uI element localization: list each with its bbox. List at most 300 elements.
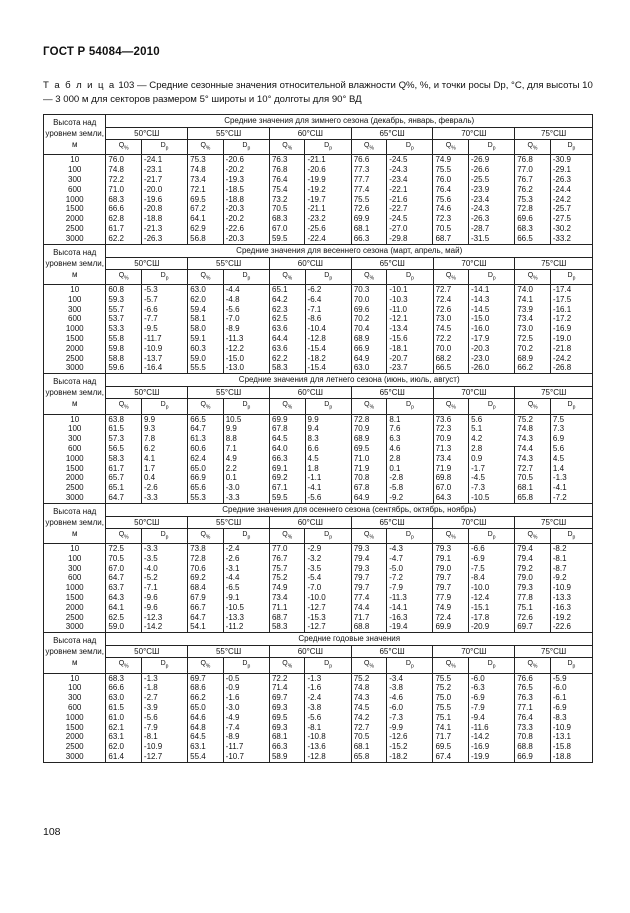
dewpoint-value: -28.7: [468, 224, 514, 234]
symbol-subscript: р: [492, 534, 496, 541]
symbol: D: [487, 401, 493, 409]
humidity-value: 68.1: [351, 742, 387, 752]
symbol-subscript: %: [532, 534, 538, 541]
dewpoint-value: -2.9: [305, 544, 351, 554]
symbol-subscript: %: [369, 534, 374, 541]
height-cell: 100: [44, 683, 106, 693]
table-row: [44, 214, 593, 224]
humidity-value: 61.0: [106, 713, 142, 723]
symbol: D: [487, 271, 493, 279]
dewpoint-value: -1.3: [305, 673, 351, 683]
dewpoint-value: -4.4: [223, 284, 269, 294]
dewpoint-header: [387, 269, 433, 284]
dewpoint-value: -6.6: [468, 544, 514, 554]
symbol: Q: [200, 401, 206, 409]
table-caption: [43, 79, 593, 106]
humidity-value: 58.3: [270, 363, 306, 373]
humidity-value: 59.0: [106, 622, 142, 632]
humidity-value: 77.3: [351, 165, 387, 175]
humidity-value: 59.1: [188, 334, 224, 344]
symbol: Q: [527, 142, 533, 149]
dewpoint-value: -16.9: [468, 742, 514, 752]
humidity-value: 56.8: [188, 234, 224, 244]
humidity-value: 65.1: [270, 284, 306, 294]
dewpoint-value: -15.0: [469, 314, 515, 324]
humidity-value: 70.8: [351, 473, 387, 483]
latitude-header: 70°СШ: [433, 646, 515, 658]
symbol: D: [567, 530, 573, 538]
symbol-subscript: %: [451, 534, 456, 541]
dewpoint-value: -22.1: [387, 185, 433, 195]
humidity-value: 64.5: [188, 732, 224, 742]
humidity-value: 76.0: [433, 175, 469, 185]
humidity-header: [351, 399, 387, 414]
symbol: Q: [364, 142, 370, 149]
humidity-value: 67.2: [188, 204, 224, 214]
humidity-value: 63.7: [106, 583, 142, 593]
symbol-subscript: р: [165, 274, 169, 281]
humidity-value: 62.5: [270, 314, 306, 324]
humidity-value: 59.8: [106, 344, 142, 354]
table-row: [44, 344, 593, 354]
dewpoint-header: [141, 658, 187, 673]
humidity-value: 72.7: [433, 284, 469, 294]
humidity-value: 75.1: [433, 713, 469, 723]
dewpoint-value: -3.0: [223, 703, 269, 713]
height-cell: 600: [44, 703, 106, 713]
dewpoint-value: -4.1: [550, 483, 592, 493]
humidity-value: 64.0: [270, 444, 306, 454]
latitude-header: 60°СШ: [270, 387, 352, 399]
dewpoint-value: -6.9: [468, 554, 514, 564]
humidity-value: 64.7: [106, 493, 142, 503]
symbol-subscript: р: [410, 145, 414, 152]
symbol: D: [567, 142, 573, 149]
humidity-value: 68.9: [351, 334, 387, 344]
height-cell: 1500: [44, 723, 106, 733]
humidity-value: 79.4: [515, 544, 551, 554]
dewpoint-value: 5.6: [550, 444, 592, 454]
dewpoint-value: -2.7: [141, 693, 187, 703]
dewpoint-value: -3.4: [387, 673, 433, 683]
dewpoint-value: 2.2: [223, 464, 269, 474]
dewpoint-value: 6.6: [305, 444, 351, 454]
humidity-header: [515, 399, 551, 414]
humidity-value: 66.3: [270, 454, 306, 464]
humidity-value: 75.2: [515, 414, 551, 424]
dewpoint-value: -5.6: [305, 713, 351, 723]
dewpoint-value: -19.2: [305, 185, 351, 195]
humidity-value: 75.0: [433, 693, 469, 703]
dewpoint-value: -5.6: [141, 713, 187, 723]
dewpoint-value: 6.2: [141, 444, 187, 454]
humidity-value: 70.9: [351, 424, 387, 434]
dewpoint-value: -6.4: [305, 295, 351, 305]
dewpoint-value: -19.4: [387, 622, 433, 632]
humidity-value: 58.3: [269, 622, 305, 632]
symbol-subscript: %: [205, 274, 211, 281]
table-row: [44, 693, 593, 703]
symbol: D: [160, 530, 166, 538]
dewpoint-value: -7.4: [223, 723, 269, 733]
humidity-value: 66.6: [106, 204, 142, 214]
dewpoint-value: -29.1: [550, 165, 592, 175]
dewpoint-value: -31.5: [468, 234, 514, 244]
dewpoint-value: -13.1: [550, 732, 592, 742]
symbol-subscript: %: [369, 274, 375, 281]
dewpoint-value: -9.5: [141, 324, 187, 334]
humidity-value: 66.2: [188, 693, 224, 703]
humidity-value: 71.9: [433, 464, 469, 474]
humidity-value: 62.4: [188, 454, 224, 464]
humidity-value: 59.3: [106, 295, 142, 305]
dewpoint-value: -7.3: [387, 713, 433, 723]
table-row: [44, 493, 593, 503]
humidity-value: 71.7: [433, 732, 469, 742]
dewpoint-header: [223, 399, 269, 414]
dewpoint-value: -10.9: [141, 344, 187, 354]
height-cell: 2000: [44, 473, 106, 483]
dewpoint-value: 0.1: [387, 464, 433, 474]
humidity-header: [351, 269, 387, 284]
latitude-header: 50°СШ: [106, 257, 188, 269]
dewpoint-value: 5.1: [469, 424, 515, 434]
table-row: [44, 434, 593, 444]
humidity-value: 76.4: [515, 713, 551, 723]
symbol: D: [567, 271, 573, 279]
dewpoint-value: -7.5: [468, 564, 514, 574]
humidity-value: 76.6: [515, 673, 551, 683]
dewpoint-value: -4.9: [223, 713, 269, 723]
latitude-header: 75°СШ: [515, 257, 593, 269]
humidity-value: 73.4: [188, 175, 224, 185]
humidity-value: 66.6: [106, 683, 142, 693]
dewpoint-header: [305, 140, 351, 155]
dewpoint-value: -18.1: [387, 344, 433, 354]
symbol-subscript: р: [247, 145, 251, 152]
dewpoint-value: -4.8: [223, 295, 269, 305]
table-row: [44, 613, 593, 623]
dewpoint-value: -11.0: [387, 305, 433, 315]
latitude-header: 65°СШ: [351, 128, 433, 140]
dewpoint-value: -18.2: [387, 752, 433, 762]
humidity-header: [351, 528, 387, 543]
humidity-value: 74.4: [351, 603, 387, 613]
humidity-value: 75.6: [433, 195, 469, 205]
humidity-value: 55.7: [106, 305, 142, 315]
humidity-value: 71.7: [351, 613, 387, 623]
height-cell: 600: [44, 573, 106, 583]
section-title: Средние годовые значения: [106, 633, 593, 646]
dewpoint-value: 10.5: [223, 414, 269, 424]
symbol-subscript: р: [411, 274, 414, 281]
humidity-value: 63.6: [270, 344, 306, 354]
dewpoint-value: -1.3: [550, 473, 592, 483]
humidity-value: 72.3: [433, 214, 469, 224]
dewpoint-value: -24.4: [550, 185, 592, 195]
dewpoint-value: -23.9: [468, 185, 514, 195]
symbol: D: [242, 401, 248, 409]
dewpoint-value: -15.3: [305, 613, 351, 623]
height-header: Высота над уровнем земли, м: [44, 503, 106, 543]
dewpoint-value: -8.9: [223, 324, 269, 334]
humidity-value: 75.2: [433, 683, 469, 693]
dewpoint-value: -3.8: [387, 683, 433, 693]
humidity-value: 65.7: [106, 473, 142, 483]
height-cell: 2500: [44, 483, 106, 493]
latitude-header: 75°СШ: [515, 646, 593, 658]
dewpoint-value: -4.7: [387, 554, 433, 564]
symbol: D: [405, 142, 411, 149]
humidity-value: 75.3: [188, 155, 224, 165]
table-row: [44, 305, 593, 315]
humidity-value: 68.9: [515, 354, 551, 364]
humidity-value: 60.3: [188, 344, 224, 354]
symbol: D: [160, 660, 166, 668]
humidity-value: 69.6: [351, 305, 387, 315]
section-title: Средние значения для зимнего сезона (декабрь, январь, февраль): [106, 115, 593, 128]
dewpoint-value: -19.7: [305, 195, 351, 205]
dewpoint-value: -18.8: [223, 195, 269, 205]
symbol-subscript: р: [247, 663, 251, 670]
dewpoint-value: -6.9: [468, 693, 514, 703]
humidity-value: 68.3: [106, 673, 142, 683]
dewpoint-value: 9.9: [305, 414, 351, 424]
dewpoint-value: -1.1: [305, 473, 351, 483]
humidity-value: 69.7: [188, 673, 224, 683]
humidity-value: 77.8: [515, 593, 551, 603]
humidity-value: 79.7: [351, 573, 387, 583]
humidity-value: 66.9: [351, 344, 387, 354]
dewpoint-value: 9.9: [141, 414, 187, 424]
dewpoint-header: [468, 528, 514, 543]
dewpoint-value: -6.1: [550, 693, 592, 703]
dewpoint-value: 4.6: [387, 444, 433, 454]
table-row: [44, 295, 593, 305]
symbol: D: [242, 660, 248, 668]
dewpoint-value: -29.8: [387, 234, 433, 244]
dewpoint-value: 8.1: [387, 414, 433, 424]
dewpoint-value: -10.4: [305, 324, 351, 334]
humidity-value: 69.9: [351, 214, 387, 224]
humidity-value: 74.6: [433, 204, 469, 214]
latitude-header: 50°СШ: [106, 128, 188, 140]
symbol: D: [324, 660, 330, 668]
symbol: Q: [364, 660, 370, 668]
symbol-subscript: р: [572, 274, 576, 281]
humidity-value: 66.5: [433, 363, 469, 373]
symbol: Q: [527, 401, 534, 409]
symbol-subscript: р: [572, 663, 576, 670]
dewpoint-value: -2.4: [305, 693, 351, 703]
symbol-subscript: р: [329, 663, 332, 670]
dewpoint-value: -25.5: [468, 175, 514, 185]
humidity-header: [351, 658, 387, 673]
dewpoint-value: 5.6: [469, 414, 515, 424]
humidity-value: 67.8: [351, 483, 387, 493]
dewpoint-value: -12.4: [468, 593, 514, 603]
humidity-value: 76.8: [269, 165, 305, 175]
dewpoint-value: -14.5: [469, 305, 515, 315]
height-cell: 100: [44, 554, 106, 564]
dewpoint-value: -24.5: [387, 214, 433, 224]
humidity-value: 62.8: [106, 214, 142, 224]
dewpoint-value: -27.5: [550, 214, 592, 224]
table-row: [44, 204, 593, 214]
table-row: [44, 424, 593, 434]
dewpoint-value: -10.5: [469, 493, 515, 503]
humidity-value: 76.6: [351, 155, 387, 165]
dewpoint-value: -19.0: [550, 334, 592, 344]
dewpoint-value: -5.2: [141, 573, 187, 583]
height-cell: 2500: [44, 354, 106, 364]
height-cell: 10: [44, 544, 106, 554]
symbol: Q: [282, 142, 288, 149]
symbol-subscript: р: [247, 404, 251, 411]
dewpoint-value: -23.1: [141, 165, 187, 175]
latitude-header: 60°СШ: [269, 646, 351, 658]
dewpoint-value: -8.1: [305, 723, 351, 733]
dewpoint-value: -7.0: [223, 314, 269, 324]
dewpoint-value: -1.6: [223, 693, 269, 703]
dewpoint-value: -6.5: [223, 583, 269, 593]
humidity-header: [515, 658, 551, 673]
dewpoint-value: -23.4: [387, 175, 433, 185]
symbol: D: [405, 530, 411, 538]
dewpoint-value: -5.6: [305, 493, 351, 503]
caption-text: 103 — Средние сезонные значения относительной влажности Q%, %, и точки росы Dр, °С, для высоты 10 — 3 000 м для секторов размером 5° широты и 10° долготы для 90° ВД: [43, 80, 593, 105]
table-row: [44, 742, 593, 752]
table-row: [44, 723, 593, 733]
humidity-value: 63.0: [188, 284, 224, 294]
symbol-subscript: р: [329, 145, 332, 152]
humidity-header: [433, 658, 469, 673]
dewpoint-value: -16.4: [141, 363, 187, 373]
humidity-value: 73.3: [515, 723, 551, 733]
symbol-subscript: р: [492, 274, 496, 281]
humidity-value: 65.0: [188, 703, 224, 713]
humidity-value: 69.3: [269, 723, 305, 733]
humidity-value: 74.1: [515, 295, 551, 305]
dewpoint-value: -15.2: [387, 742, 433, 752]
humidity-header: [351, 140, 387, 155]
humidity-value: 53.3: [106, 324, 142, 334]
dewpoint-value: -9.2: [387, 493, 433, 503]
symbol: Q: [282, 530, 288, 538]
humidity-value: 79.3: [351, 564, 387, 574]
table-row: [44, 314, 593, 324]
humidity-value: 70.0: [433, 344, 469, 354]
dewpoint-header: [141, 399, 187, 414]
humidity-value: 66.9: [188, 473, 224, 483]
dewpoint-value: -23.7: [387, 363, 433, 373]
dewpoint-value: -20.2: [223, 214, 269, 224]
humidity-value: 64.7: [188, 613, 224, 623]
dewpoint-value: -6.0: [387, 703, 433, 713]
height-cell: 100: [44, 424, 106, 434]
dewpoint-value: -20.7: [387, 354, 433, 364]
table-row: [44, 703, 593, 713]
humidity-value: 72.4: [433, 295, 469, 305]
humidity-value: 69.5: [433, 742, 469, 752]
dewpoint-value: 9.9: [223, 424, 269, 434]
symbol: D: [324, 401, 330, 409]
humidity-value: 61.3: [188, 434, 224, 444]
humidity-value: 73.6: [433, 414, 469, 424]
dewpoint-value: -14.3: [469, 295, 515, 305]
dewpoint-value: -15.4: [305, 344, 351, 354]
height-cell: 2500: [44, 742, 106, 752]
dewpoint-value: -10.3: [387, 295, 433, 305]
humidity-value: 61.7: [106, 224, 142, 234]
humidity-value: 69.1: [270, 464, 306, 474]
dewpoint-value: -24.3: [387, 165, 433, 175]
humidity-header: [433, 269, 469, 284]
dewpoint-value: -3.5: [141, 554, 187, 564]
dewpoint-value: -5.7: [141, 295, 187, 305]
latitude-header: 65°СШ: [351, 387, 433, 399]
humidity-header: [433, 528, 469, 543]
humidity-value: 72.5: [515, 334, 551, 344]
humidity-value: 74.5: [351, 703, 387, 713]
symbol: D: [406, 271, 412, 279]
humidity-value: 64.4: [270, 334, 306, 344]
humidity-value: 79.0: [515, 573, 551, 583]
dewpoint-value: -17.9: [469, 334, 515, 344]
dewpoint-value: -20.3: [469, 344, 515, 354]
table-row: [44, 554, 593, 564]
humidity-value: 77.9: [433, 593, 469, 603]
symbol-subscript: %: [369, 145, 374, 152]
dewpoint-value: -12.8: [305, 752, 351, 762]
humidity-value: 70.3: [351, 284, 387, 294]
symbol-subscript: %: [451, 145, 456, 152]
symbol: Q: [364, 271, 370, 279]
humidity-value: 61.5: [106, 703, 142, 713]
humidity-value: 75.2: [269, 573, 305, 583]
symbol: D: [567, 660, 573, 668]
dewpoint-header: [550, 269, 592, 284]
dewpoint-value: -7.2: [387, 573, 433, 583]
latitude-header: 55°СШ: [188, 646, 270, 658]
latitude-header: 55°СШ: [188, 516, 270, 528]
table-row: [44, 334, 593, 344]
humidity-value: 60.8: [106, 284, 142, 294]
dewpoint-value: -4.4: [223, 573, 269, 583]
height-cell: 1000: [44, 454, 106, 464]
humidity-value: 76.8: [515, 155, 551, 165]
humidity-value: 76.5: [515, 683, 551, 693]
humidity-value: 70.2: [515, 344, 551, 354]
dewpoint-header: [469, 269, 515, 284]
symbol-subscript: р: [410, 663, 414, 670]
dewpoint-value: -10.8: [305, 732, 351, 742]
dewpoint-value: -26.9: [468, 155, 514, 165]
humidity-value: 63.0: [351, 363, 387, 373]
dewpoint-value: -11.2: [223, 622, 269, 632]
dewpoint-value: -14.2: [141, 622, 187, 632]
dewpoint-value: 0.4: [141, 473, 187, 483]
humidity-header: [106, 140, 142, 155]
table-row: [44, 464, 593, 474]
dewpoint-value: -7.3: [469, 483, 515, 493]
dewpoint-value: -16.1: [550, 305, 592, 315]
humidity-value: 72.7: [351, 723, 387, 733]
humidity-value: 58.8: [106, 354, 142, 364]
humidity-value: 56.5: [106, 444, 142, 454]
height-cell: 1500: [44, 593, 106, 603]
latitude-header: 60°СШ: [269, 516, 351, 528]
